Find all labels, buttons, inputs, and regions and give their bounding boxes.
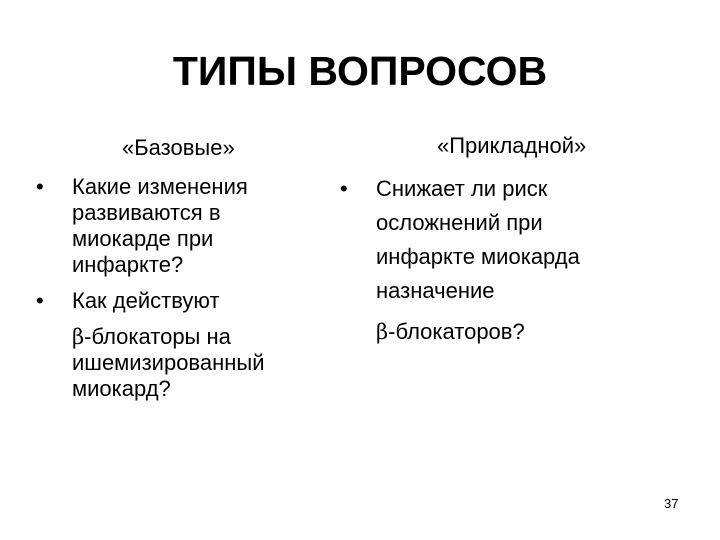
slide-title: ТИПЫ ВОПРОСОВ — [172, 48, 548, 94]
left-bullet-1 — [34, 174, 334, 278]
right-bullet-1 — [338, 172, 658, 308]
page-number: 37 — [664, 496, 679, 511]
beta-symbol: β — [72, 325, 85, 349]
left-bullet-1-line-1: Какие изменения — [72, 174, 248, 199]
bullet-dot-icon: • — [36, 174, 44, 199]
right-beta-text: -блокаторов? — [388, 319, 525, 344]
left-column-heading: «Базовые» — [122, 135, 235, 160]
left-bullet-2-line-4: миокард? — [72, 376, 171, 401]
left-bullet-2-continuation — [34, 324, 334, 402]
right-beta-line — [376, 319, 658, 345]
left-bullet-2-line-1: Как действуют — [72, 288, 220, 313]
right-bullet-1-line-3: инфаркте миокарда — [376, 244, 580, 269]
bullet-dot-icon: • — [36, 288, 44, 313]
bullet-dot-icon: • — [340, 176, 348, 201]
right-bullet-1-line-1: Снижает ли риск — [376, 176, 548, 201]
left-bullet-1-line-3: миокарде при — [72, 226, 214, 251]
left-column — [34, 132, 334, 402]
left-bullet-2 — [34, 288, 334, 314]
right-column — [338, 132, 658, 345]
beta-symbol: β — [376, 320, 389, 344]
right-bullet-1-line-2: осложнений при — [376, 210, 543, 235]
left-bullet-1-line-2: развиваются в — [72, 200, 221, 225]
right-bullet-1-continuation — [338, 319, 658, 345]
left-bullet-2-line-3: ишемизированный — [72, 350, 265, 375]
left-bullet-1-line-4: инфаркте? — [72, 252, 184, 277]
left-beta-line — [72, 324, 334, 350]
right-bullet-1-line-4: назначение — [376, 278, 495, 303]
left-beta-text: -блокаторы на — [84, 324, 231, 349]
right-column-heading: «Прикладной» — [437, 133, 587, 158]
